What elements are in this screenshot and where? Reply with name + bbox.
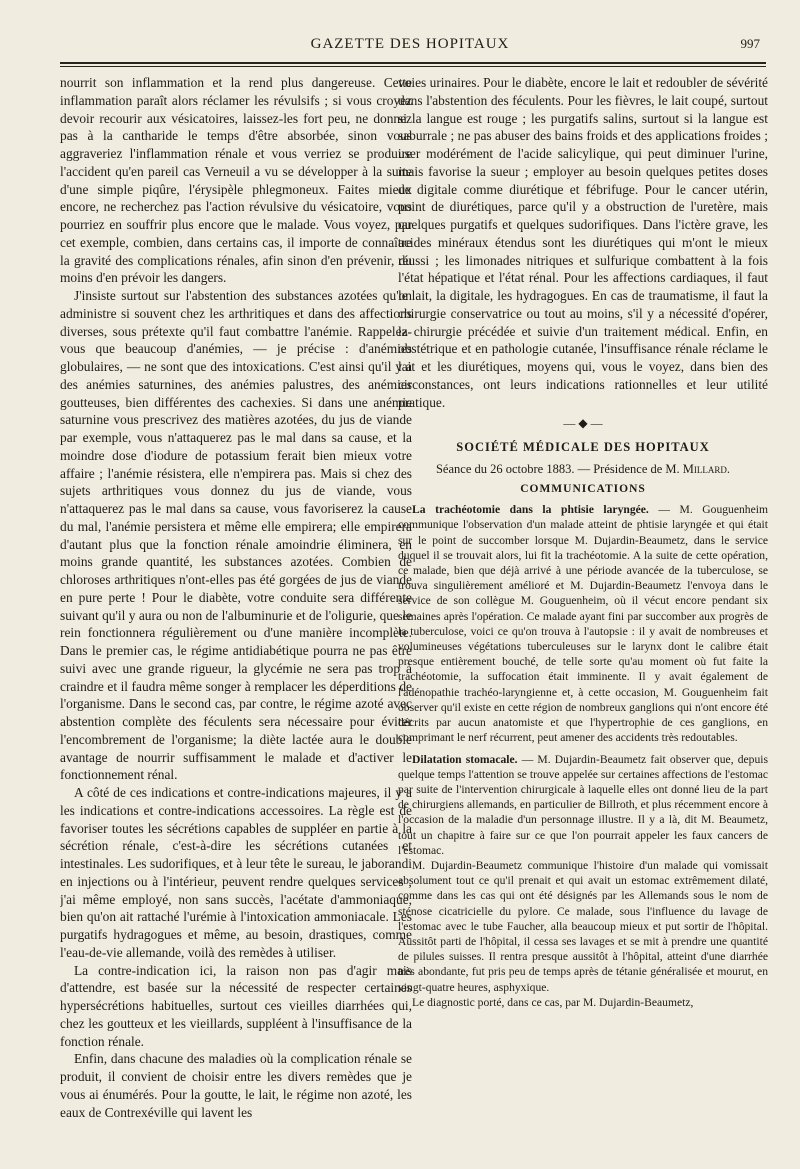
right-column xyxy=(398,74,768,1154)
page-header xyxy=(60,36,760,58)
paragraph: A côté de ces indications et contre-indications majeures, il y a les indications et contre-indications accessoires. La règle est de favoriser toutes les sécrétions capables de suppléer en partie à la sécrétion rénale, c'est-à-dire les sécrétions cutanées et intestinales. Les sudorifiques, et à leur tête le sureau, le jaborandi en injections ou à l'intérieur, peuvent rendre quelques services ; j'ai même employé, non sans succès, l'acétate d'ammoniaque, bien qu'on ait rattaché l'urémie à l'intoxication ammoniacale. Les purgatifs hydragogues et même, au besoin, drastiques, comme l'eau-de-vie allemande, voilà des remèdes à utiliser. xyxy=(60,785,412,960)
journal-title: GAZETTE DES HOPITAUX xyxy=(310,36,510,52)
communications-heading: COMMUNICATIONS xyxy=(520,482,646,495)
session-line xyxy=(398,461,768,479)
article-title: Dilatation stomacale. xyxy=(412,752,518,766)
header-rule-thin xyxy=(60,66,766,67)
article-dilatation xyxy=(398,752,768,858)
session-text: Séance du 26 octobre 1883. — Présidence de M. xyxy=(435,461,680,476)
header-rule-thick xyxy=(60,62,766,64)
page-number: 997 xyxy=(740,36,760,51)
section-title: SOCIÉTÉ MÉDICALE DES HOPITAUX xyxy=(456,440,710,454)
article-title: La trachéotomie dans la phtisie laryngée. xyxy=(412,503,649,517)
paragraph: J'insiste surtout sur l'abstention des substances azotées qu'on administre si souvent chez les arthritiques et dans des affections diverses, sous prétexte qu'il faut combattre l'anémie. Rappelez-vous que beaucoup d'anémies, — je précise : d'anémies globulaires, — ne sont que des intoxications. C'est ainsi qu'il y a des anémies saturnines, des anémies palustres, des anémies goutteuses, bien différentes des cachexies. Si dans une anémie saturnine vous prescrivez des matières azotées, du jus de viande par exemple, vous n'attaquerez pas le mal dans sa cause, et la moindre dose d'iodure de potassium ferait bien mieux votre affaire ; l'anémie résistera, elle n'empirera pas. Mais si chez des sujets arthritiques vous donnez du jus de viande, vous n'attaquerez pas le mal dans sa cause, vous favoriserez la cause du mal, l'anémie persistera et même elle empirera; elle empirera d'autant plus que la fonction rénale amoindrie éliminera, en moins grande quantité, les substances azotées. Combien de chloroses arthritiques n'ont-elles pas été gorgées de jus de viande en pure perte ! Pour le diabète, votre conduite sera différente suivant qu'il y aura ou non de l'albuminurie et de l'oligurie, que le rein fonctionnera régulièrement ou d'une manière incomplète. Dans le premier cas, le régime antidiabétique pourra ne pas être suivi avec une grande rigueur, la glycémie ne sera pas trop à craindre et il faudra même songer à remplacer les déperditions de l'organisme. Dans le second cas, par contre, le régime azoté avec abstention complète des féculents sera nécessaire pour éviter l'encombrement de l'organisme; la diète lactée aura le double avantage de nourrir suffisamment le malade et d'activer le fonctionnement rénal. xyxy=(60,288,412,783)
paragraph: Le diagnostic porté, dans ce cas, par M. Dujardin-Beaumetz, xyxy=(412,995,694,1009)
paragraph: La contre-indication ici, la raison non pas d'agir mais d'attendre, est basée sur la nécessité de respecter certaines hypersécrétions habituelles, surtout ces vieilles diarrhées qui, chez les goutteux et les vieillards, suppléent à l'insuffisance de la fonction rénale. xyxy=(60,962,412,1049)
article-trach xyxy=(398,502,768,745)
article-body: — M. Gouguenheim communique l'observation d'un malade atteint de phtisie laryngée et qui était sur le point de succomber lorsque M. Dujardin-Beaumetz, dans le service duquel il se trouvait alors, lui fit la trachéotomie. A la suite de cette opération, ce malade, bien que déjà arrivé à une période avancée de la tuberculose, se trouva singulièrement amélioré et M. Dujardin-Beaumetz l'envoya dans le service de son collègue M. Gouguenheim, où il vécut encore pendant six semaines après l'opération. Ce malade ayant fini par succomber aux progrès de la tuberculose, voici ce qu'on trouva à l'autopsie : il y avait de nombreuses et volumineuses végétations tuberculeuses sur le larynx dont le calibre était presque entièrement bouché, de telle sorte qu'au moment où fut faite la trachéotomie, la suffocation était imminente. Il y avait également de l'adénopathie trachéo-laryngienne et, à cette occasion, M. Gouguenheim fait observer qu'il existe en cette région de nombreux ganglions qui n'ont encore été décrits par aucun anatomiste et que l'hypertrophie de ces ganglions, en comprimant le nerf récurrent, peut amener des accidents très redoutables. xyxy=(398,503,768,745)
article-body: — M. Dujardin-Beaumetz fait observer que, depuis quelque temps l'attention se trouve appelée sur certaines affections de l'estomac par suite de l'intervention chirurgicale à laquelle elles ont donné lieu de la part de chirurgiens allemands, en particulier de Billroth, et plus récemment encore à l'occasion de la maladie d'un personnage illustre. Il y a là, dit M. Beaumetz, tout un chapitre à faire sur ce que l'on pourrait appeler les faux cancers de l'estomac. xyxy=(398,752,768,857)
paragraph: voies urinaires. Pour le diabète, encore le lait et redoubler de sévérité dans l'abstention des féculents. Pour les fièvres, le lait coupé, surtout si la langue est rouge ; les purgatifs salins, surtout si la langue est saburrale ; ne pas abuser des bains froids et des applications froides ; user modérément de l'acide salicylique, qui peut diminuer l'urine, mais favorise la sueur ; employer au besoin quelques petites doses de digitale comme diurétique et fébrifuge. Pour le cancer utérin, point de diurétiques, parce qu'il y a obstruction de l'uretère, mais quelques purgatifs et quelques sudorifiques. Dans l'ictère grave, les acides minéraux étendus sont les diurétiques qui m'ont le mieux réussi ; les limonades nitriques et sulfurique combattent à la fois l'état hépatique et l'état rénal. Pour les affections cardiaques, il faut le lait, la digitale, les hydragogues. En cas de traumatisme, il faut la chirurgie conservatrice ou tout au moins, s'il y a nécessité d'opérer, la chirurgie précédée et suivie d'un traitement médical. Enfin, en obstétrique et en pathologie cutanée, l'insuffisance rénale réclame le lait et les diurétiques, moyens qui, vous le voyez, dans bien des circonstances, ont leurs indications rationnelles et leur utilité pratique. xyxy=(398,75,768,410)
paragraph: nourrit son inflammation et la rend plus dangereuse. Cette inflammation paraît alors réclamer les révulsifs ; si vous croyez devoir recourir aux vésicatoires, laissez-les fort peu, ne donnez pas à la cantharide le temps d'être absorbée, sinon vous aggraveriez l'inflammation rénale et vous verriez se produire l'accident qu'en pareil cas Verneuil a vu se développer à la suite d'une simple piqûre, l'érysipèle phlegmoneux. Faites mieux encore, ne recherchez pas l'action révulsive du vésicatoire, vous pourriez en souffrir plus encore que le malade. Vous voyez, par cet exemple, combien, dans certains cas, il importe de connaître la gravité des complications rénales, afin sinon d'en prévenir, du moins d'en prévoir les dangers. xyxy=(60,75,412,286)
section-ornament: — ◆ — xyxy=(563,416,603,431)
left-column xyxy=(60,74,412,1154)
paragraph: M. Dujardin-Beaumetz communique l'histoire d'un malade qui vomissait absolument tout ce qu'il prenait et qui avait un estomac extrêmement dilaté, comme dans les cas qui ont été désignés par les Allemands sous le nom de sténose cicatricielle du pylore. Ce malade, sous l'influence du lavage de l'estomac avec le tube Faucher, alla beaucoup mieux et put sortir de l'hôpital. Aussitôt parti de l'hôpital, il cessa ses lavages et se mit à prendre une quantité de pilules suisses. Il rentra presque aussitôt à l'hôpital, atteint d'une diarrhée très abondante, fut pris peu de temps après de tétanie généralisée et mourut, en vingt-quatre heures, asphyxique. xyxy=(398,858,768,994)
paragraph: Enfin, dans chacune des maladies où la complication rénale se produit, il convient de choisir entre les divers remèdes que je vous ai énumérés. Pour la goutte, le lait, le régime non azoté, les eaux de Contrexéville qui lavent les xyxy=(60,1051,412,1120)
president-name: Millard. xyxy=(682,461,731,476)
